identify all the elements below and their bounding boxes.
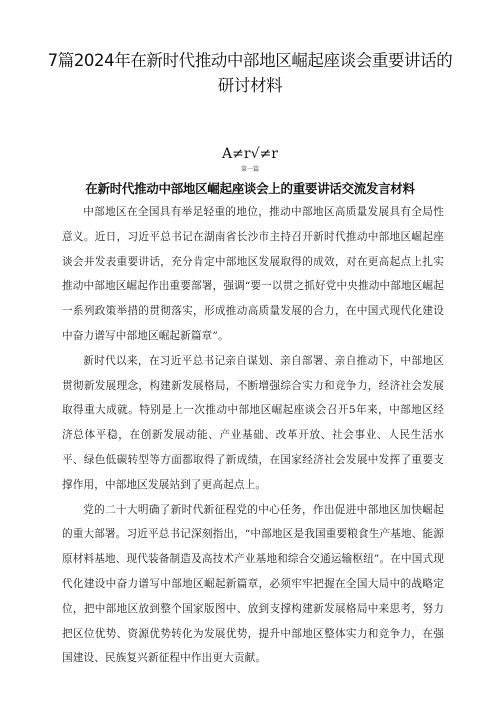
document-body — [62, 200, 444, 671]
decorative-glyph: A≠r√≠r — [222, 146, 278, 162]
part-label: 第一篇 — [240, 166, 259, 173]
paragraph-1: 中部地区在全国具有举足轻重的地位，推动中部地区高质量发展具有全局性意义。近日，习近平总书记在湖南省长沙市主持召开新时代推动中部地区崛起座谈会并发表重要讲话，充分肯定中部地区发展取得的成效，对在更高起点上扎实推动中部地区崛起作出重要部署，强调“要一以贯之抓好党中央推动中部地区崛起一系列政策举措的贯彻落实，形成推动高质量发展的合力，在中国式现代化建设中奋力谱写中部地区崛起新篇章”。 — [62, 206, 444, 342]
section-title: 在新时代推动中部地区崛起座谈会上的重要讲话交流发言材料 — [85, 181, 415, 196]
paragraph-3: 党的二十大明确了新时代新征程党的中心任务，作出促进中部地区加快崛起的重大部署。习近平总书记深刻指出，“中部地区是我国重要粮食生产基地、能源原材料基地、现代装备制造及高技术产业基地和综合交通运输枢纽”。在中国式现代化建设中奋力谱写中部地区崛起新篇章，必须牢牢把握在全国大局中的战略定位，把中部地区放到整个国家版图中、放到支撑构建新发展格局中来思考，努力把区位优势、资源优势转化为发展优势，提升中部地区整体实力和竞争力，在强国建设、民族复兴新征程中作出更大贡献。 — [62, 503, 444, 665]
document-title: 7篇2024年在新时代推动中部地区崛起座谈会重要讲话的研讨材料 — [47, 51, 453, 95]
paragraph-2: 新时代以来，在习近平总书记亲自谋划、亲自部署、亲自推动下，中部地区贯彻新发展理念，构建新发展格局，不断增强综合实力和竞争力，经济社会发展取得重大成就。特别是上一次推动中部地区崛起座谈会召开5年来，中部地区经济总体平稳，在创新发展动能、产业基础、改革开放、社会事业、人民生活水平、绿色低碳转型等方面都取得了新成绩，在国家经济社会发展中发挥了重要支撑作用，中部地区发展站到了更高起点上。 — [62, 354, 444, 491]
